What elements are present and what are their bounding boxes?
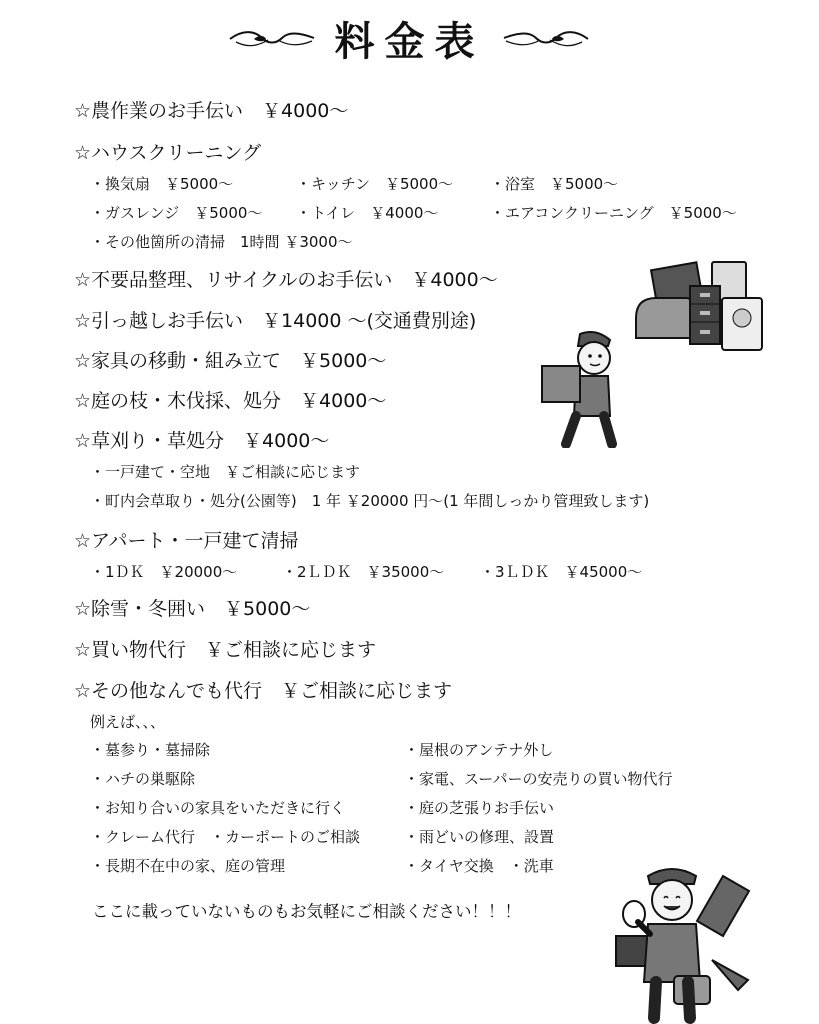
cleaning-item: ・ガスレンジ ￥5000～ — [90, 204, 263, 222]
handyman-worker-icon — [608, 856, 756, 1024]
flourish-right-icon — [502, 28, 590, 50]
grass-item: ・一戸建て・空地 ￥ご相談に応じます — [90, 463, 361, 481]
page-title: 料金表 — [334, 19, 485, 65]
mover-worker-icon — [538, 326, 618, 448]
apartment-item: ・3ＬＤＫ ￥45000～ — [480, 563, 643, 581]
apartment-item: ・2ＬＤＫ ￥35000～ — [282, 563, 445, 581]
example-item: ・長期不在中の家、庭の管理 — [90, 857, 286, 875]
title-area — [0, 14, 819, 70]
service-snow: ☆除雪・冬囲い ￥5000～ — [74, 598, 311, 620]
example-item: ・家電、スーパーの安売りの買い物代行 — [404, 770, 673, 788]
footer-note: ここに載っていないものもお気軽にご相談ください！！！ — [92, 902, 521, 921]
cleaning-item: ・その他箇所の清掃 1時間 ￥3000～ — [90, 233, 353, 251]
service-farm: ☆農作業のお手伝い ￥4000～ — [74, 100, 349, 122]
furniture-pile-icon — [632, 258, 767, 358]
service-grass: ☆草刈り・草処分 ￥4000～ — [74, 430, 330, 452]
service-shopping: ☆買い物代行 ￥ご相談に応じます — [74, 639, 377, 661]
service-apartment: ☆アパート・一戸建て清掃 — [74, 530, 299, 552]
service-moving: ☆引っ越しお手伝い ￥14000 ～(交通費別途) — [74, 310, 477, 332]
cleaning-item: ・トイレ ￥4000～ — [296, 204, 439, 222]
apartment-item: ・1ＤＫ ￥20000～ — [90, 563, 238, 581]
service-trees: ☆庭の枝・木伐採、処分 ￥4000～ — [74, 390, 387, 412]
cleaning-item: ・エアコンクリーニング ￥5000～ — [490, 204, 737, 222]
cleaning-item: ・キッチン ￥5000～ — [296, 175, 454, 193]
grass-item: ・町内会草取り・処分(公園等) 1 年 ￥20000 円～(1 年間しっかり管理致します) — [90, 492, 650, 510]
examples-label: 例えば、、、 — [90, 713, 166, 731]
example-item: ・屋根のアンテナ外し — [404, 741, 554, 759]
service-other: ☆その他なんでも代行 ￥ご相談に応じます — [74, 680, 453, 702]
service-recycle: ☆不要品整理、リサイクルのお手伝い ￥4000～ — [74, 269, 498, 291]
example-item: ・お知り合いの家具をいただきに行く — [90, 799, 346, 817]
example-item: ・ハチの巣駆除 — [90, 770, 196, 788]
cleaning-item: ・換気扇 ￥5000～ — [90, 175, 234, 193]
example-item: ・墓参り・墓掃除 — [90, 741, 211, 759]
service-furniture: ☆家具の移動・組み立て ￥5000～ — [74, 350, 387, 372]
example-item: ・クレーム代行 ・カーポートのご相談 — [90, 828, 361, 846]
example-item: ・雨どいの修理、設置 — [404, 828, 555, 846]
cleaning-item: ・浴室 ￥5000～ — [490, 175, 619, 193]
example-item: ・庭の芝張りお手伝い — [404, 799, 555, 817]
service-house-cleaning: ☆ハウスクリーニング — [74, 142, 262, 164]
example-item: ・タイヤ交換 ・洗車 — [404, 857, 554, 875]
